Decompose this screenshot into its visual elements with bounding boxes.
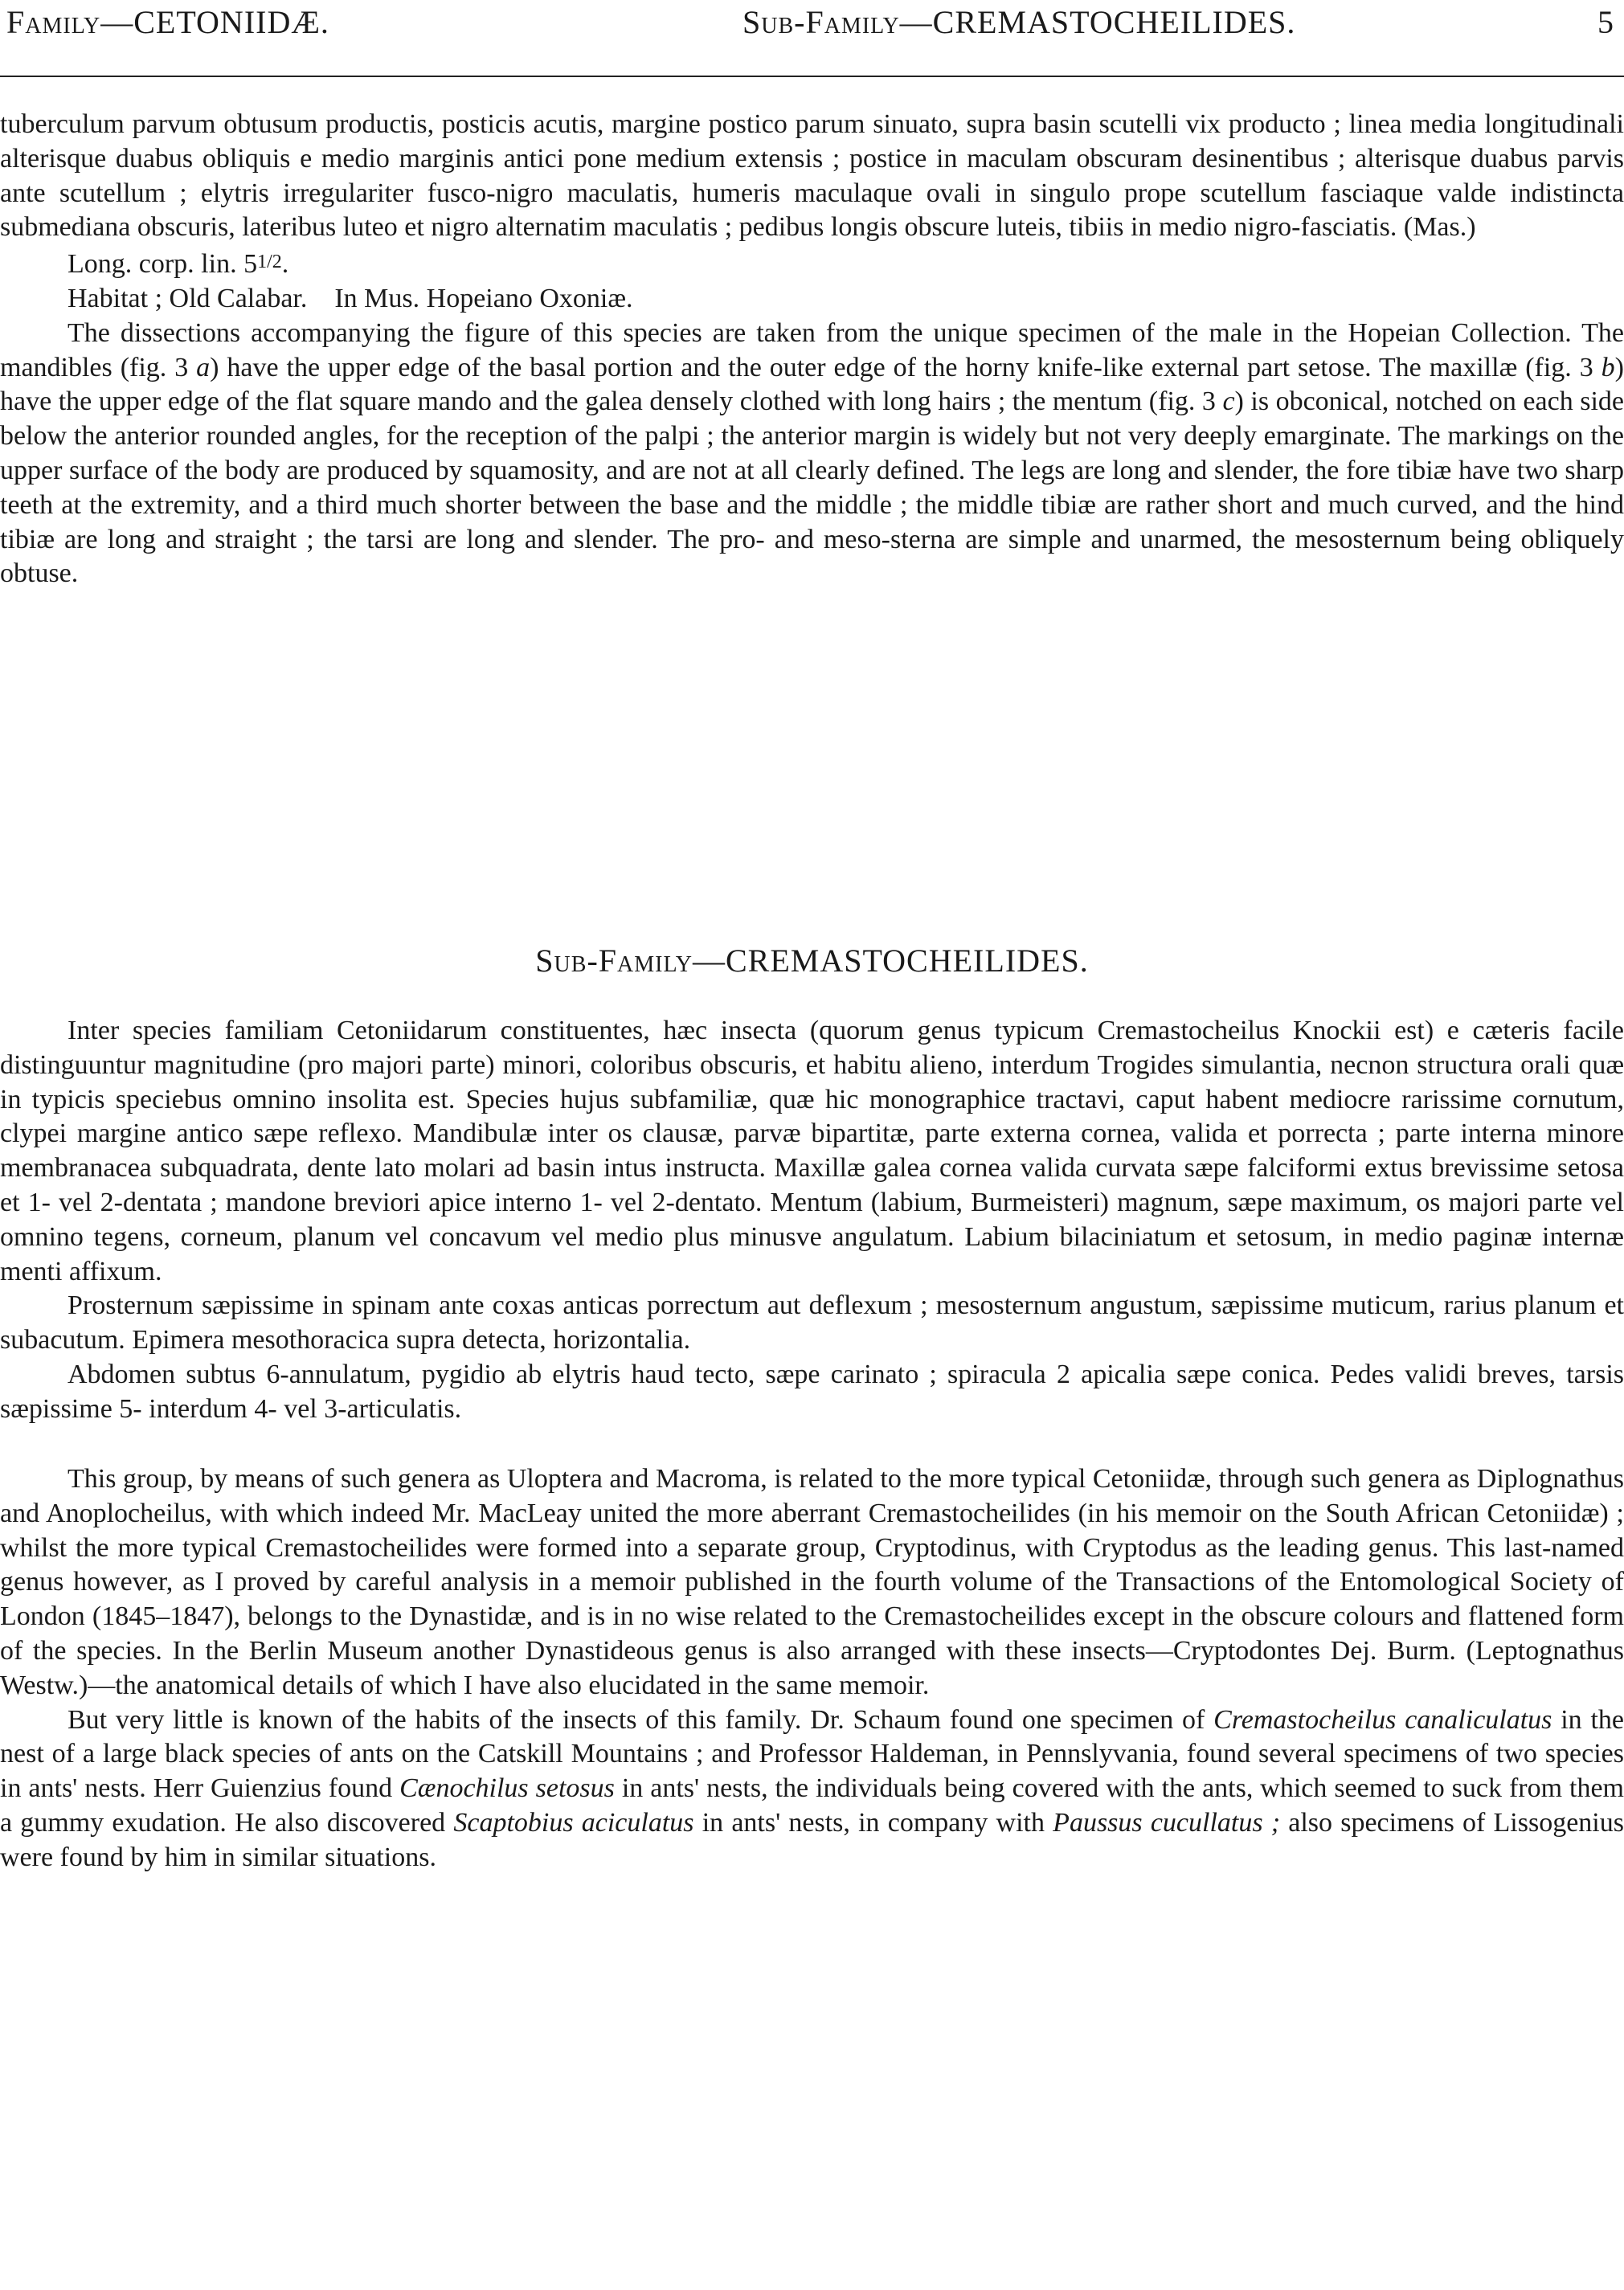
latin-paragraph: Inter species familiam Cetoniidarum constituentes, hæc insecta (quorum genus typicum Cremastocheilus Knockii est) e cæteris facile distinguuntur magnitudine (pro majori parte) minori, coloribus obscuris, et habitu alieno, interdum Trogides simulantia, necnon structura orali quæ in typicis speciebus omnino insolita est. Species hujus subfamiliæ, quæ hic monographice tractavi, caput habent mediocre rarissime cornutum, clypei margine antico sæpe reflexo. Mandibulæ inter os clausæ, parvæ bipartitæ, parte externa cornea, valida et porrecta ; parte interna minore membranacea subquadrata, dente lato molari ad basin intus instructa. Maxillæ galea cornea valida curvata sæpe falciformi extus brevissime setosa et 1- vel 2-dentata ; mandone breviori apice interno 1- vel 2-dentato. Mentum (labium, Burmeisteri) magnum, sæpe maximum, os majori parte vel omnino tegens, corneum, planum vel concavum vel medio plus minusve angulatum. Labium bilaciniatum et setosum, in medio paginæ internæ menti affixum. — [0, 1016, 1624, 1286]
family-name: —CETONIIDÆ. — [100, 4, 329, 40]
species-name: Paussus cucullatus ; — [1053, 1807, 1281, 1838]
figure-ref: a — [196, 352, 211, 382]
length-text: Long. corp. lin. 5 — [67, 249, 258, 280]
species-name: Cremastocheilus canaliculatus — [1213, 1704, 1552, 1735]
latin-diagnosis — [0, 1014, 1624, 1427]
text-run: in ants' nests, in company with — [693, 1807, 1053, 1838]
page-number: 5 — [1597, 4, 1614, 40]
text-run: in ants' nests, the individuals being covered with the ants, which seemed to suck from them a gummy exudation. He also discovered — [0, 1773, 1624, 1838]
section-title-label: Sub-Family — [535, 943, 693, 979]
text-run: ) have the upper edge of the basal portion and the outer edge of the horny knife-like external part setose. The maxillæ (fig. 3 — [210, 352, 1602, 382]
text-run: ) is obconical, notched on each side below the anterior rounded angles, for the reception of the palpi ; the anterior margin is widely but not very deeply emarginate. The markings on the upper surface of the body are produced by squamosity, and are not at all clearly defined. The legs are long and slender, the fore tibiæ have two sharp teeth at the extremity, and a third much shorter between the base and the middle ; the middle tibiæ are rather short and much curved, and the hind tibiæ are long and straight ; the tarsi are long and slender. The pro- and meso-sterna are simple and unarmed, the mesosternum being obliquely obtuse. — [0, 386, 1624, 589]
species-name: Cænochilus setosus — [399, 1773, 615, 1804]
header-rule — [0, 76, 1624, 77]
species-description — [0, 108, 1624, 591]
english-discussion — [0, 1462, 1624, 1875]
length-fraction: 1/2 — [257, 251, 282, 273]
length-line — [0, 245, 1624, 282]
text-run: also specimens of Lissogenius were found by him in similar situations. — [0, 1807, 1624, 1872]
latin-description: tuberculum parvum obtusum productis, posticis acutis, margine postico parum sinuato, supra basin scutelli vix producto ; linea media longitudinali alterisque duabus obliquis e medio marginis antici pone medium extensis ; postice in maculam obscuram desinentibus ; alterisque duabus parvis ante scutellum ; elytris irregulariter fusco-nigro maculatis, humeris maculaque ovali in singulo prope scutellum fasciaque valde indistincta submediana obscuris, lateribus luteo et nigro alternatim maculatis ; pedibus longis obscure luteis, tibiis in medio nigro-fasciatis. (Mas.) — [0, 109, 1624, 243]
species-name: Scaptobius aciculatus — [453, 1807, 694, 1838]
subfamily-name: —CREMASTOCHEILIDES. — [899, 4, 1296, 40]
figure-ref: b — [1601, 352, 1615, 382]
figure-ref: c — [1222, 386, 1235, 417]
latin-paragraph: Prosternum sæpissime in spinam ante coxas anticas porrectum aut deflexum ; mesosternum angustum, sæpissime muticum, rarius planum et subacutum. Epimera mesothoracica supra detecta, horizontalia. — [0, 1290, 1624, 1356]
running-head — [6, 2, 1618, 43]
text-run: in the nest of a large black species of ants on the Catskill Mountains ; and Professor Haldeman, in Pennslyvania, found several specimens of two species in ants' nests. Herr Guienzius found — [0, 1704, 1624, 1804]
habitat-line: Habitat ; Old Calabar. In Mus. Hopeiano Oxoniæ. — [67, 283, 633, 313]
subfamily-label: Sub-Family — [742, 4, 900, 40]
latin-paragraph: Abdomen subtus 6-annulatum, pygidio ab elytris haud tecto, sæpe carinato ; spiracula 2 apicalia sæpe conica. Pedes validi breves, tarsis sæpissime 5- interdum 4- vel 3-articulatis. — [0, 1359, 1624, 1424]
family-label: Family — [6, 4, 101, 40]
section-title-name: —CREMASTOCHEILIDES. — [692, 943, 1089, 979]
text-run: ) have the upper edge of the flat square mando and the galea densely clothed with long hairs ; the mentum (fig. 3 — [0, 352, 1624, 417]
habits-paragraph — [0, 1703, 1624, 1875]
text-run: But very little is known of the habits of the insects of this family. Dr. Schaum found one specimen of — [67, 1704, 1214, 1735]
length-suffix: . — [281, 249, 289, 280]
text-run: The dissections accompanying the figure of this species are taken from the unique specimen of the male in the Hopeian Collection. The mandibles (fig. 3 — [0, 317, 1624, 382]
dissection-paragraph — [0, 317, 1624, 591]
running-head-subfamily — [742, 2, 1295, 43]
running-head-family — [6, 2, 329, 43]
section-title — [0, 940, 1624, 982]
english-paragraph: This group, by means of such genera as Uloptera and Macroma, is related to the more typical Cetoniidæ, through such genera as Diplognathus and Anoplocheilus, with which indeed Mr. MacLeay united the more aberrant Cremastocheilides (in his memoir on the South African Cetoniidæ) ; whilst the more typical Cremastocheilides were formed into a separate group, Cryptodinus, with Cryptodus as the leading genus. This last-named genus however, as I proved by careful analysis in a memoir published in the fourth volume of the Transactions of the Entomological Society of London (1845–1847), belongs to the Dynastidæ, and is in no wise related to the Cremastocheilides except in the obscure colours and flattened form of the species. In the Berlin Museum another Dynastideous genus is also arranged with these insects—Cryptodontes Dej. Burm. (Leptognathus Westw.)—the anatomical details of which I have also elucidated in the same memoir. — [0, 1464, 1624, 1700]
